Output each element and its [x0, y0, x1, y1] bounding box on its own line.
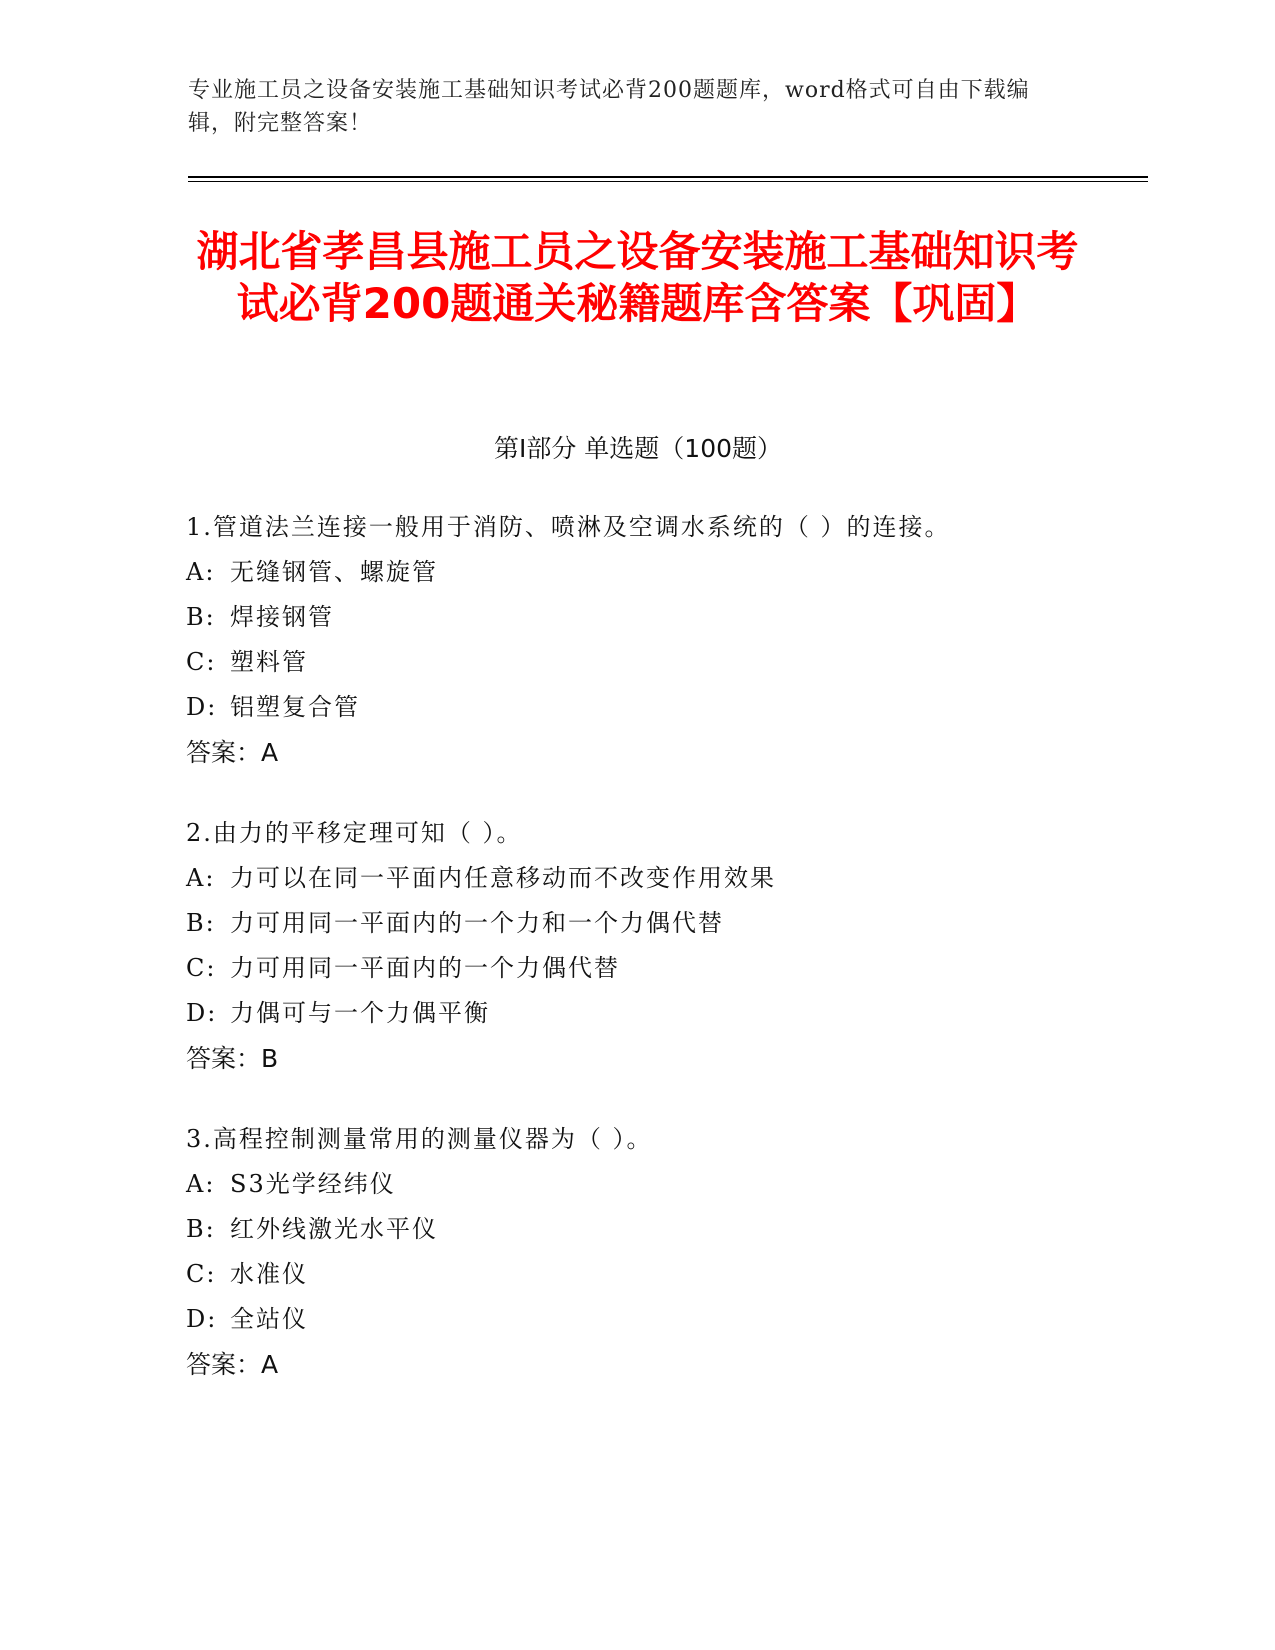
- answer-line: [186, 1036, 1126, 1081]
- option-a: [186, 1162, 1126, 1207]
- answer-value: A: [261, 1350, 279, 1379]
- option-d: [186, 991, 1126, 1036]
- option-letter: A:: [186, 558, 216, 586]
- option-c: [186, 640, 1126, 685]
- option-d: [186, 1297, 1126, 1342]
- question-stem: 1.管道法兰连接一般用于消防、喷淋及空调水系统的（ ）的连接。: [186, 513, 951, 541]
- answer-line: [186, 1342, 1126, 1387]
- option-letter: D:: [186, 693, 218, 721]
- option-text: 塑料管: [230, 648, 308, 676]
- option-letter: C:: [186, 1260, 217, 1288]
- option-b: [186, 901, 1126, 946]
- question-3: [186, 1117, 1126, 1387]
- header-note: 专业施工员之设备安装施工基础知识考试必背200题题库，word格式可自由下载编辑，附完整答案！: [188, 78, 1030, 136]
- answer-label: 答案：: [186, 1044, 262, 1073]
- option-c: [186, 946, 1126, 991]
- option-d: [186, 685, 1126, 730]
- option-a: [186, 856, 1126, 901]
- answer-value: B: [261, 1044, 279, 1073]
- question-2: [186, 811, 1126, 1081]
- question-stem: 2.由力的平移定理可知（ ）。: [186, 819, 523, 847]
- answer-label: 答案：: [186, 738, 262, 767]
- option-text: 焊接钢管: [230, 603, 334, 631]
- option-text: 无缝钢管、螺旋管: [230, 558, 438, 586]
- option-c: [186, 1252, 1126, 1297]
- option-b: [186, 1207, 1126, 1252]
- option-text: S3光学经纬仪: [230, 1170, 396, 1198]
- option-text: 水准仪: [230, 1260, 308, 1288]
- option-letter: A:: [186, 1170, 216, 1198]
- option-text: 全站仪: [230, 1305, 308, 1333]
- question-stem: 3.高程控制测量常用的测量仪器为（ ）。: [186, 1125, 653, 1153]
- section-title: 第I部分 单选题（100题）: [493, 434, 783, 463]
- option-letter: D:: [186, 1305, 218, 1333]
- option-text: 力可以在同一平面内任意移动而不改变作用效果: [230, 864, 776, 892]
- option-letter: D:: [186, 999, 218, 1027]
- option-letter: B:: [186, 603, 216, 631]
- header-divider-thick: [188, 176, 1148, 178]
- option-b: [186, 595, 1126, 640]
- question-1: [186, 505, 1126, 775]
- option-text: 力可用同一平面内的一个力偶代替: [230, 954, 620, 982]
- option-letter: C:: [186, 954, 217, 982]
- option-letter: B:: [186, 909, 216, 937]
- option-letter: B:: [186, 1215, 216, 1243]
- answer-value: A: [261, 738, 279, 767]
- header-divider-thin: [188, 181, 1148, 182]
- document-title: 湖北省孝昌县施工员之设备安装施工基础知识考试必背200题通关秘籍题库含答案【巩固】: [196, 227, 1079, 328]
- option-letter: A:: [186, 864, 216, 892]
- option-text: 力可用同一平面内的一个力和一个力偶代替: [230, 909, 724, 937]
- option-text: 力偶可与一个力偶平衡: [230, 999, 490, 1027]
- option-text: 铝塑复合管: [230, 693, 360, 721]
- option-letter: C:: [186, 648, 217, 676]
- option-text: 红外线激光水平仪: [230, 1215, 438, 1243]
- answer-line: [186, 730, 1126, 775]
- answer-label: 答案：: [186, 1350, 262, 1379]
- option-a: [186, 550, 1126, 595]
